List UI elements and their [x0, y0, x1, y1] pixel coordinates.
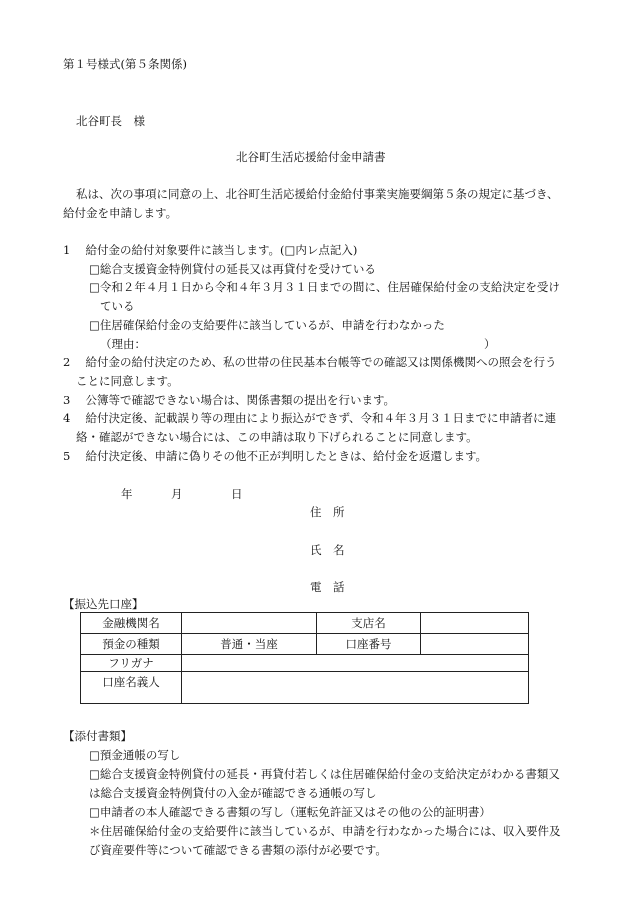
branch-field[interactable]	[421, 613, 529, 634]
date-month: 月	[171, 487, 183, 501]
institution-field[interactable]	[182, 613, 317, 634]
account-number-field[interactable]	[421, 634, 529, 655]
attachment-3: □申請者の本人確認できる書類の写し（運転免許証又はその他の公的証明書）	[89, 805, 491, 819]
address-label: 住 所	[310, 505, 345, 519]
item-1-option-2: □令和２年４月１日から令和４年３月３１日までの間に、住居確保給付金の支給決定を受け	[89, 280, 560, 294]
item-4: 4 給付決定後、記載誤り等の理由により振込ができず、令和４年３月３１日までに申請者に連	[63, 411, 557, 425]
table-row	[81, 672, 529, 704]
bank-heading: 【振込先口座】	[63, 597, 144, 611]
date-day: 日	[231, 487, 243, 501]
page-title: 北谷町生活応援給付金申請書	[236, 150, 386, 164]
deposit-type-label: 預金の種類	[81, 634, 182, 655]
item-1-reason-label: （理由：	[100, 337, 146, 351]
item-1-option-3: □住居確保給付金の支給要件に該当しているが、申請を行わなかった	[89, 318, 445, 332]
item-1: 1 給付金の給付対象要件に該当します。(□内レ点記入)	[63, 243, 358, 257]
branch-label: 支店名	[317, 613, 421, 634]
attachment-2-cont: は総合支援資金特例貸付の入金が確認できる通帳の写し	[89, 786, 377, 800]
attachments-heading: 【添付書類】	[63, 729, 132, 743]
holder-label: 口座名義人	[81, 672, 182, 704]
table-row	[81, 634, 529, 655]
item-1-option-1: □総合支援資金特例貸付の延長又は再貸付を受けている	[89, 262, 376, 276]
bank-account-table	[80, 612, 529, 704]
intro-line-2: 給付金を申請します。	[63, 206, 178, 220]
attachment-note: ＊住居確保給付金の支給要件に該当しているが、申請を行わなかった場合には、収入要件及	[89, 824, 561, 838]
furigana-label: フリガナ	[81, 655, 182, 672]
intro-line-1: 私は、次の事項に同意の上、北谷町生活応援給付金給付事業実施要綱第５条の規定に基づき、	[76, 187, 559, 201]
table-row	[81, 655, 529, 672]
item-1-reason-close: ）	[484, 337, 496, 351]
attachment-note-cont: び資産要件等について確認できる書類の添付が必要です。	[89, 843, 387, 857]
item-3: 3 公簿等で確認できない場合は、関係書類の提出を行います。	[63, 393, 396, 407]
account-number-label: 口座番号	[317, 634, 421, 655]
date-year: 年	[121, 487, 133, 501]
furigana-field[interactable]	[182, 655, 529, 672]
name-label: 氏 名	[310, 543, 345, 557]
addressee: 北谷町長 様	[76, 114, 145, 128]
item-5: 5 給付決定後、申請に偽りその他不正が判明したときは、給付金を返還します。	[63, 449, 488, 463]
item-2: 2 給付金の給付決定のため、私の世帯の住民基本台帳等での確認又は関係機関への照会を行う	[63, 355, 557, 369]
attachment-2: □総合支援資金特例貸付の延長・再貸付若しくは住居確保給付金の支給決定がわかる書類又	[89, 767, 560, 781]
form-number: 第１号様式(第５条関係)	[63, 57, 187, 71]
phone-label: 電 話	[310, 580, 345, 594]
attachment-1: □預金通帳の写し	[89, 748, 181, 762]
item-1-option-2-cont: ている	[100, 299, 135, 313]
item-4-cont: 絡・確認ができない場合には、この申請は取り下げられることに同意します。	[76, 430, 478, 444]
deposit-type-value[interactable]: 普通・当座	[182, 634, 317, 655]
table-row	[81, 613, 529, 634]
holder-field[interactable]	[182, 672, 529, 704]
item-2-cont: ことに同意します。	[76, 374, 179, 388]
institution-label: 金融機関名	[81, 613, 182, 634]
